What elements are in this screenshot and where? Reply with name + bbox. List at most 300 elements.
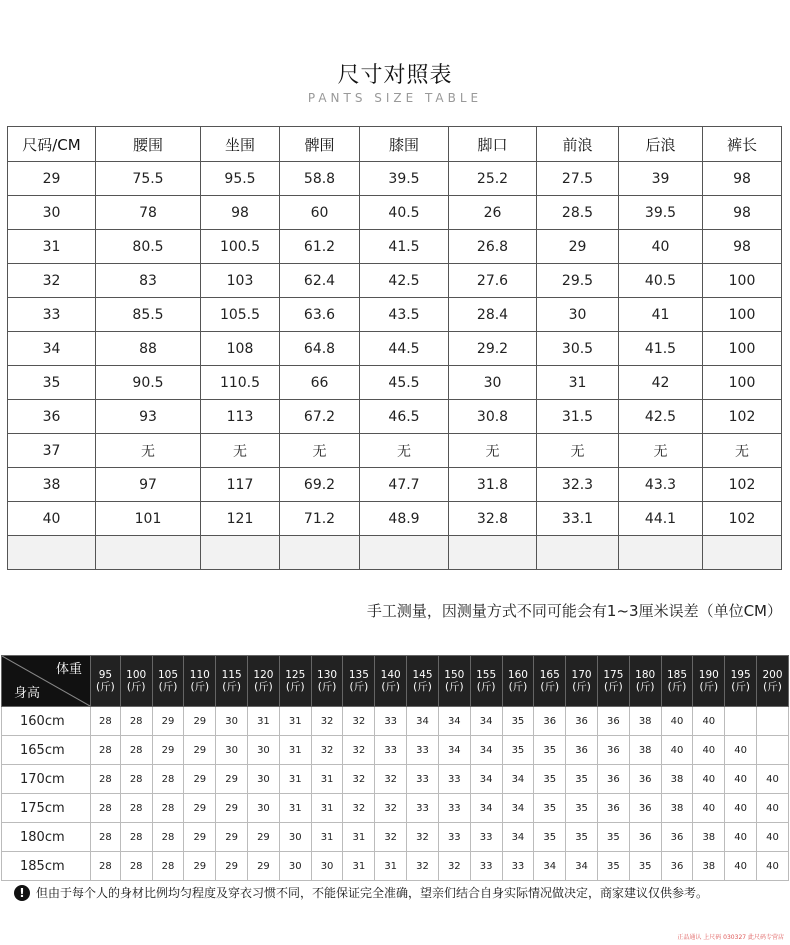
size-recommendation-cell: 33 (438, 823, 470, 852)
table-corner (2, 656, 91, 707)
size-recommendation-cell: 28 (120, 765, 152, 794)
size-recommendation-cell: 29 (184, 823, 216, 852)
size-recommendation-cell: 35 (566, 765, 598, 794)
weight-header-cell (725, 656, 757, 707)
size-recommendation-cell: 29 (216, 794, 248, 823)
empty-cell (703, 536, 782, 570)
size-cell: 40.5 (360, 196, 449, 230)
size-cell: 25.2 (449, 162, 537, 196)
weight-table-header (2, 656, 789, 707)
empty-cell (96, 536, 201, 570)
size-recommendation-cell: 38 (661, 794, 693, 823)
size-recommendation-cell: 28 (91, 794, 121, 823)
size-header-cell: 髀围 (280, 127, 360, 162)
empty-cell (537, 536, 619, 570)
size-cell: 无 (537, 434, 619, 468)
size-recommendation-cell: 29 (184, 852, 216, 881)
size-cell: 无 (449, 434, 537, 468)
height-label: 身高 (14, 686, 41, 701)
size-recommendation-cell: 34 (470, 794, 502, 823)
size-recommendation-cell: 36 (597, 736, 629, 765)
size-recommendation-cell: 29 (216, 852, 248, 881)
size-cell: 31.8 (449, 468, 537, 502)
size-recommendation-cell: 28 (120, 794, 152, 823)
size-recommendation-cell: 30 (248, 794, 280, 823)
measurement-note: 手工测量，因测量方式不同可能会有1~3厘米误差（单位CM） (366, 602, 782, 620)
table-row (8, 468, 782, 502)
empty-cell (360, 536, 449, 570)
weight-unit: (斤) (667, 681, 687, 693)
size-recommendation-cell: 34 (502, 823, 534, 852)
size-cell: 100 (703, 332, 782, 366)
size-recommendation-cell: 38 (661, 765, 693, 794)
weight-value: 200 (762, 669, 783, 681)
table-row (8, 400, 782, 434)
size-cell: 42.5 (619, 400, 703, 434)
exclamation-icon: ! (14, 885, 30, 901)
size-recommendation-cell (757, 707, 789, 736)
size-cell: 38 (8, 468, 96, 502)
size-cell: 29 (537, 230, 619, 264)
size-cell: 26 (449, 196, 537, 230)
size-header-cell: 尺码/CM (8, 127, 96, 162)
size-recommendation-cell: 35 (597, 852, 629, 881)
weight-unit: (斤) (158, 681, 178, 693)
table-row (2, 736, 789, 765)
table-row (8, 434, 782, 468)
size-recommendation-cell: 32 (375, 823, 407, 852)
size-recommendation-cell: 28 (120, 736, 152, 765)
size-recommendation-cell: 29 (152, 736, 184, 765)
weight-unit: (斤) (540, 681, 560, 693)
weight-value: 135 (348, 669, 369, 681)
page-subtitle: PANTS SIZE TABLE (307, 91, 483, 105)
size-cell: 无 (201, 434, 280, 468)
size-recommendation-cell: 31 (311, 794, 343, 823)
size-cell: 61.2 (280, 230, 360, 264)
size-recommendation-cell: 31 (311, 823, 343, 852)
weight-unit: (斤) (763, 681, 782, 693)
size-cell: 67.2 (280, 400, 360, 434)
weight-value: 150 (444, 669, 465, 681)
weight-header-cell (279, 656, 311, 707)
size-cell: 46.5 (360, 400, 449, 434)
size-cell: 31 (537, 366, 619, 400)
size-cell: 31.5 (537, 400, 619, 434)
size-recommendation-cell: 40 (725, 736, 757, 765)
size-cell: 35 (8, 366, 96, 400)
size-cell: 41.5 (360, 230, 449, 264)
size-recommendation-cell: 38 (693, 823, 725, 852)
size-recommendation-cell: 31 (279, 707, 311, 736)
size-recommendation-cell: 31 (343, 823, 375, 852)
size-recommendation-cell: 36 (597, 765, 629, 794)
size-recommendation-cell: 34 (438, 736, 470, 765)
size-recommendation-cell: 28 (120, 823, 152, 852)
size-recommendation-cell: 32 (311, 707, 343, 736)
size-recommendation-cell: 29 (184, 794, 216, 823)
size-cell: 63.6 (280, 298, 360, 332)
size-cell: 无 (619, 434, 703, 468)
size-cell: 27.6 (449, 264, 537, 298)
size-recommendation-cell: 33 (407, 794, 439, 823)
size-cell: 121 (201, 502, 280, 536)
size-recommendation-cell: 29 (184, 707, 216, 736)
size-recommendation-cell: 35 (629, 852, 661, 881)
size-recommendation-cell: 28 (152, 794, 184, 823)
size-header-cell: 腰围 (96, 127, 201, 162)
size-cell: 103 (201, 264, 280, 298)
weight-unit: (斤) (444, 681, 464, 693)
size-recommendation-cell: 35 (534, 765, 566, 794)
size-recommendation-cell: 33 (375, 707, 407, 736)
weight-unit: (斤) (699, 681, 719, 693)
table-row (8, 502, 782, 536)
size-cell: 30 (537, 298, 619, 332)
size-recommendation-cell: 32 (343, 794, 375, 823)
size-recommendation-cell: 32 (343, 765, 375, 794)
empty-cell (8, 536, 96, 570)
size-recommendation-cell: 40 (725, 823, 757, 852)
size-recommendation-cell: 33 (470, 852, 502, 881)
size-cell: 39.5 (619, 196, 703, 230)
weight-unit: (斤) (508, 681, 528, 693)
size-cell: 29.5 (537, 264, 619, 298)
size-cell: 66 (280, 366, 360, 400)
size-recommendation-cell: 31 (343, 852, 375, 881)
size-cell: 102 (703, 502, 782, 536)
table-row (8, 162, 782, 196)
size-recommendation-cell: 33 (470, 823, 502, 852)
table-row (8, 332, 782, 366)
size-recommendation-cell: 36 (597, 707, 629, 736)
weight-unit: (斤) (604, 681, 623, 693)
size-recommendation-cell: 40 (693, 736, 725, 765)
size-recommendation-cell: 36 (629, 794, 661, 823)
size-recommendation-cell: 38 (693, 852, 725, 881)
size-recommendation-cell: 35 (597, 823, 629, 852)
size-recommendation-cell: 28 (91, 736, 121, 765)
size-cell: 60 (280, 196, 360, 230)
size-recommendation-cell: 29 (216, 823, 248, 852)
height-cell: 185cm (2, 852, 91, 881)
size-cell: 44.1 (619, 502, 703, 536)
size-cell: 无 (280, 434, 360, 468)
table-row (8, 230, 782, 264)
table-row (2, 794, 789, 823)
size-recommendation-cell: 36 (661, 852, 693, 881)
size-cell: 29 (8, 162, 96, 196)
weight-value: 105 (157, 669, 179, 681)
size-recommendation-cell: 29 (184, 736, 216, 765)
size-cell: 40.5 (619, 264, 703, 298)
size-recommendation-cell: 30 (216, 707, 248, 736)
size-cell: 34 (8, 332, 96, 366)
size-cell: 102 (703, 468, 782, 502)
size-cell: 58.8 (280, 162, 360, 196)
size-recommendation-cell: 40 (757, 794, 789, 823)
size-recommendation-cell: 34 (407, 707, 439, 736)
size-recommendation-cell: 33 (375, 736, 407, 765)
size-cell: 28.4 (449, 298, 537, 332)
size-cell: 75.5 (96, 162, 201, 196)
weight-header-cell (343, 656, 375, 707)
weight-header-cell (248, 656, 280, 707)
size-cell: 27.5 (537, 162, 619, 196)
size-recommendation-cell: 38 (629, 707, 661, 736)
size-header-cell: 裤长 (703, 127, 782, 162)
size-cell: 83 (96, 264, 201, 298)
size-recommendation-cell: 36 (661, 823, 693, 852)
size-cell: 33 (8, 298, 96, 332)
size-recommendation-cell: 40 (661, 736, 693, 765)
weight-header-cell (757, 656, 789, 707)
size-cell: 42 (619, 366, 703, 400)
weight-header-cell (693, 656, 725, 707)
weight-value: 195 (730, 669, 751, 681)
weight-value: 95 (98, 669, 113, 681)
size-recommendation-cell: 35 (534, 794, 566, 823)
table-row (8, 196, 782, 230)
size-recommendation-cell: 29 (152, 707, 184, 736)
size-recommendation-cell: 32 (343, 707, 375, 736)
size-recommendation-cell: 30 (311, 852, 343, 881)
size-recommendation-cell: 36 (629, 823, 661, 852)
size-table (7, 126, 782, 570)
weight-header-cell (407, 656, 439, 707)
size-cell: 32 (8, 264, 96, 298)
table-row (2, 707, 789, 736)
size-recommendation-cell: 30 (216, 736, 248, 765)
size-recommendation-cell: 29 (216, 765, 248, 794)
size-cell: 108 (201, 332, 280, 366)
height-cell: 160cm (2, 707, 91, 736)
size-recommendation-cell: 36 (629, 765, 661, 794)
size-cell: 113 (201, 400, 280, 434)
size-recommendation-cell: 29 (248, 823, 280, 852)
table-row (8, 298, 782, 332)
table-row (2, 765, 789, 794)
weight-header-cell (470, 656, 502, 707)
size-cell: 39 (619, 162, 703, 196)
size-recommendation-cell: 28 (152, 852, 184, 881)
weight-header-cell (120, 656, 152, 707)
size-recommendation-cell: 40 (757, 852, 789, 881)
size-recommendation-cell: 28 (120, 707, 152, 736)
weight-value: 180 (635, 669, 656, 681)
size-recommendation-cell: 29 (184, 765, 216, 794)
size-cell: 100 (703, 264, 782, 298)
size-cell: 117 (201, 468, 280, 502)
weight-unit: (斤) (731, 681, 750, 693)
size-cell: 80.5 (96, 230, 201, 264)
size-cell: 85.5 (96, 298, 201, 332)
size-recommendation-cell: 30 (248, 765, 280, 794)
size-cell: 78 (96, 196, 201, 230)
size-recommendation-cell: 40 (661, 707, 693, 736)
weight-header-cell (597, 656, 629, 707)
size-cell: 36 (8, 400, 96, 434)
weight-unit: (斤) (126, 681, 146, 693)
page-title: 尺寸对照表 (337, 63, 453, 88)
weight-value: 145 (412, 669, 433, 681)
size-recommendation-cell: 34 (502, 794, 534, 823)
empty-row (8, 536, 782, 570)
weight-unit: (斤) (572, 681, 591, 693)
size-cell: 32.3 (537, 468, 619, 502)
size-cell: 97 (96, 468, 201, 502)
size-cell: 30.8 (449, 400, 537, 434)
weight-unit: (斤) (349, 681, 369, 693)
size-recommendation-cell: 35 (534, 736, 566, 765)
size-recommendation-cell: 30 (279, 823, 311, 852)
size-recommendation-cell: 32 (407, 823, 439, 852)
size-recommendation-cell: 34 (470, 765, 502, 794)
table-row (8, 366, 782, 400)
size-recommendation-cell: 35 (502, 736, 534, 765)
size-cell: 90.5 (96, 366, 201, 400)
weight-header-cell (152, 656, 184, 707)
size-cell: 无 (703, 434, 782, 468)
weight-header-cell (91, 656, 121, 707)
size-recommendation-cell: 40 (725, 794, 757, 823)
size-cell: 30 (8, 196, 96, 230)
weight-unit: (斤) (285, 681, 305, 693)
size-cell: 40 (619, 230, 703, 264)
size-cell: 32.8 (449, 502, 537, 536)
size-cell: 102 (703, 400, 782, 434)
weight-value: 110 (189, 669, 210, 681)
size-recommendation-cell: 31 (279, 736, 311, 765)
size-recommendation-cell: 34 (566, 852, 598, 881)
size-recommendation-cell: 32 (375, 794, 407, 823)
size-recommendation-cell: 40 (725, 852, 757, 881)
size-cell: 40 (8, 502, 96, 536)
size-recommendation-cell: 35 (566, 794, 598, 823)
size-recommendation-cell: 31 (375, 852, 407, 881)
watermark: 正品通认 上尺码 030327 此尺码专营店 (677, 934, 784, 941)
size-cell: 44.5 (360, 332, 449, 366)
weight-value: 185 (666, 669, 688, 681)
size-cell: 37 (8, 434, 96, 468)
size-recommendation-cell: 30 (248, 736, 280, 765)
empty-cell (280, 536, 360, 570)
weight-unit: (斤) (413, 681, 432, 693)
size-recommendation-cell: 28 (91, 765, 121, 794)
weight-value: 160 (507, 669, 528, 681)
size-recommendation-cell: 36 (566, 707, 598, 736)
height-cell: 170cm (2, 765, 91, 794)
size-cell: 98 (703, 162, 782, 196)
empty-cell (449, 536, 537, 570)
height-cell: 165cm (2, 736, 91, 765)
size-recommendation-cell: 35 (566, 823, 598, 852)
size-recommendation-cell: 32 (343, 736, 375, 765)
size-recommendation-cell: 31 (248, 707, 280, 736)
size-recommendation-cell: 36 (566, 736, 598, 765)
size-recommendation-cell: 31 (279, 765, 311, 794)
weight-value: 100 (126, 669, 147, 681)
weight-value: 125 (285, 669, 306, 681)
size-recommendation-cell: 33 (438, 765, 470, 794)
size-cell: 无 (96, 434, 201, 468)
weight-value: 120 (253, 669, 274, 681)
size-cell: 48.9 (360, 502, 449, 536)
size-cell: 39.5 (360, 162, 449, 196)
size-cell: 26.8 (449, 230, 537, 264)
size-recommendation-cell: 33 (407, 736, 439, 765)
size-recommendation-cell: 40 (757, 765, 789, 794)
size-cell: 100 (703, 298, 782, 332)
weight-unit: (斤) (317, 681, 337, 693)
weight-value: 155 (476, 669, 497, 681)
weight-header-cell (534, 656, 566, 707)
size-cell: 95.5 (201, 162, 280, 196)
size-cell: 47.7 (360, 468, 449, 502)
size-recommendation-cell: 28 (91, 707, 121, 736)
weight-height-table (1, 655, 789, 881)
weight-header-cell (311, 656, 343, 707)
size-cell: 100.5 (201, 230, 280, 264)
weight-unit: (斤) (476, 681, 496, 693)
size-recommendation-cell: 32 (375, 765, 407, 794)
size-table-header (8, 127, 782, 162)
size-cell: 88 (96, 332, 201, 366)
weight-value: 170 (571, 669, 592, 681)
size-cell: 64.8 (280, 332, 360, 366)
size-cell: 71.2 (280, 502, 360, 536)
size-cell: 62.4 (280, 264, 360, 298)
size-recommendation-cell: 38 (629, 736, 661, 765)
size-cell: 110.5 (201, 366, 280, 400)
size-cell: 98 (703, 230, 782, 264)
height-cell: 180cm (2, 823, 91, 852)
weight-header-cell (661, 656, 693, 707)
size-recommendation-cell: 36 (597, 794, 629, 823)
size-cell: 无 (360, 434, 449, 468)
weight-value: 175 (603, 669, 624, 681)
weight-unit: (斤) (96, 681, 115, 693)
weight-label: 体重 (55, 662, 82, 677)
size-recommendation-cell: 33 (438, 794, 470, 823)
size-cell: 29.2 (449, 332, 537, 366)
disclaimer-text: 但由于每个人的身材比例均匀程度及穿衣习惯不同，不能保证完全准确，望亲们结合自身实际情况做决定，商家建议仅供参考。 (36, 886, 709, 900)
weight-value: 165 (539, 669, 560, 681)
size-recommendation-cell: 28 (152, 765, 184, 794)
size-cell: 30.5 (537, 332, 619, 366)
size-recommendation-cell: 36 (534, 707, 566, 736)
weight-unit: (斤) (381, 681, 401, 693)
weight-header-cell (502, 656, 534, 707)
size-recommendation-cell: 28 (152, 823, 184, 852)
size-recommendation-cell: 34 (502, 765, 534, 794)
size-recommendation-cell (725, 707, 757, 736)
size-recommendation-cell: 34 (470, 707, 502, 736)
table-row (8, 264, 782, 298)
weight-header-cell (375, 656, 407, 707)
size-header-cell: 前浪 (537, 127, 619, 162)
weight-value: 140 (380, 669, 401, 681)
size-cell: 43.3 (619, 468, 703, 502)
size-recommendation-cell: 40 (693, 765, 725, 794)
size-recommendation-cell: 40 (693, 707, 725, 736)
size-cell: 31 (8, 230, 96, 264)
size-recommendation-cell: 28 (120, 852, 152, 881)
weight-header-cell (438, 656, 470, 707)
size-cell: 45.5 (360, 366, 449, 400)
size-cell: 43.5 (360, 298, 449, 332)
size-recommendation-cell: 33 (502, 852, 534, 881)
